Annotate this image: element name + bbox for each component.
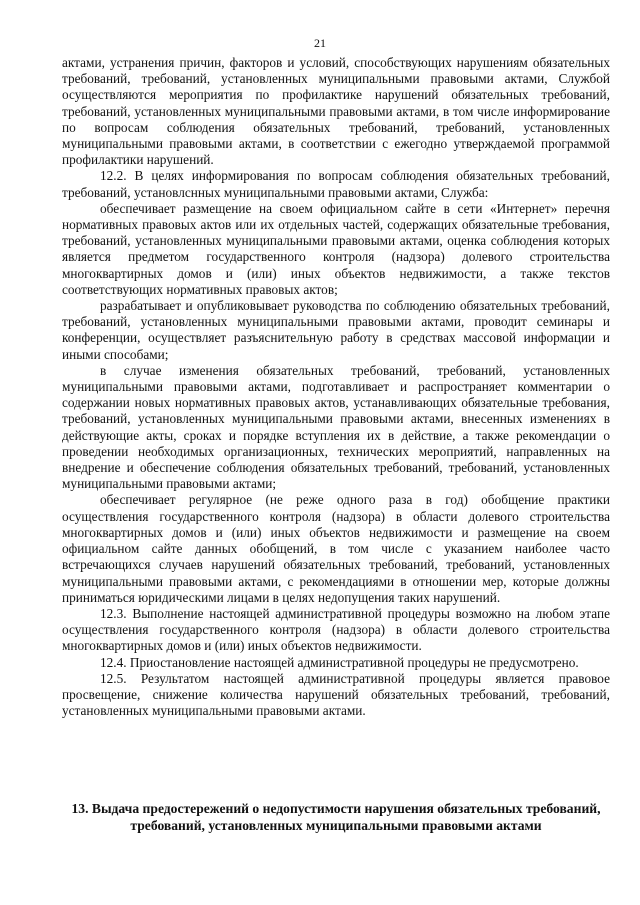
- document-body: [62, 55, 610, 719]
- paragraph-website-publication: обеспечивает размещение на своем официальном сайте в сети «Интернет» перечня нормативных правовых актов или их отдельных частей, содержащих обязательные требования, требований, установленных муниципальными правовыми актами, оценка соблюдения которых является предметом государственного контроля (надзора) долевого строительства многоквартирных домов и (или) иных объектов недвижимости, а также текстов соответствующих нормативных правовых актов;: [62, 200, 610, 297]
- paragraph-requirement-changes: в случае изменения обязательных требований, требований, установленных муниципальными правовыми актами, подготавливает и распространяет комментарии о содержании новых нормативных правовых актов, устанавливающих обязательные требования, требований, установленных муниципальными правовыми актами, внесенных изменениях в действующие акты, сроках и порядке вступления их в действие, а также рекомендации о проведении необходимых организационных, технических мероприятий, направленных на внедрение и обеспечение соблюдения обязательных требований, требований, установленных муниципальными правовыми актами;: [62, 362, 610, 492]
- section-heading: 13. Выдача предостережений о недопустимости нарушения обязательных требований, требований, установленных муниципальными правовыми актами: [71, 801, 601, 833]
- paragraph-12-2: 12.2. В целях информирования по вопросам соблюдения обязательных требований, требований, установлснных муниципальными правовыми актами, Служба:: [62, 168, 610, 200]
- paragraph-12-3: 12.3. Выполнение настоящей административной процедуры возможно на любом этапе осуществления государственного контроля (надзора) в области долевого строительства многоквартирных домов и (или) иных объектов недвижимости.: [62, 605, 610, 654]
- paragraph-12-4: 12.4. Приостановление настоящей административной процедуры не предусмотрено.: [100, 654, 579, 670]
- paragraph-12-5: 12.5. Результатом настоящей административной процедуры является правовое просвещение, снижение количества нарушений обязательных требований, требований, установленных муниципальными правовыми актами.: [62, 670, 610, 719]
- paragraph-practice-summary: обеспечивает регулярное (не реже одного раза в год) обобщение практики осуществления государственного контроля (надзора) в области долевого строительства многоквартирных домов и (или) иных объектов недвижимости и размещение на своем официальном сайте данных обобщений, в том числе с указанием наиболее часто встречающихся случаев нарушений обязательных требований, требований, установленных муниципальными правовыми актами, с рекомендациями в отношении мер, которые должны приниматься юридическими лицами в целях недопущения таких нарушений.: [62, 492, 610, 605]
- paragraph-guidelines: разрабатывает и опубликовывает руководства по соблюдению обязательных требований, требований, установленных муниципальными правовыми актами, проводит семинары и конференции, осуществляет разъяснительную работу в средствах массовой информации и иными способами;: [62, 298, 610, 362]
- page-number: 21: [314, 36, 326, 50]
- paragraph-continuation: актами, устранения причин, факторов и условий, способствующих нарушениям обязательных требований, требований, установленных муниципальными правовыми актами, Службой осуществляются мероприятия по профилактике нарушений обязательных требований, требований, установленных муниципальными правовыми актами, в том числе информирование по вопросам соблюдения обязательных требований, требований, установленных муниципальными правовыми актами, в соответствии с ежегодно утверждаемой программой профилактики нарушений.: [62, 55, 610, 168]
